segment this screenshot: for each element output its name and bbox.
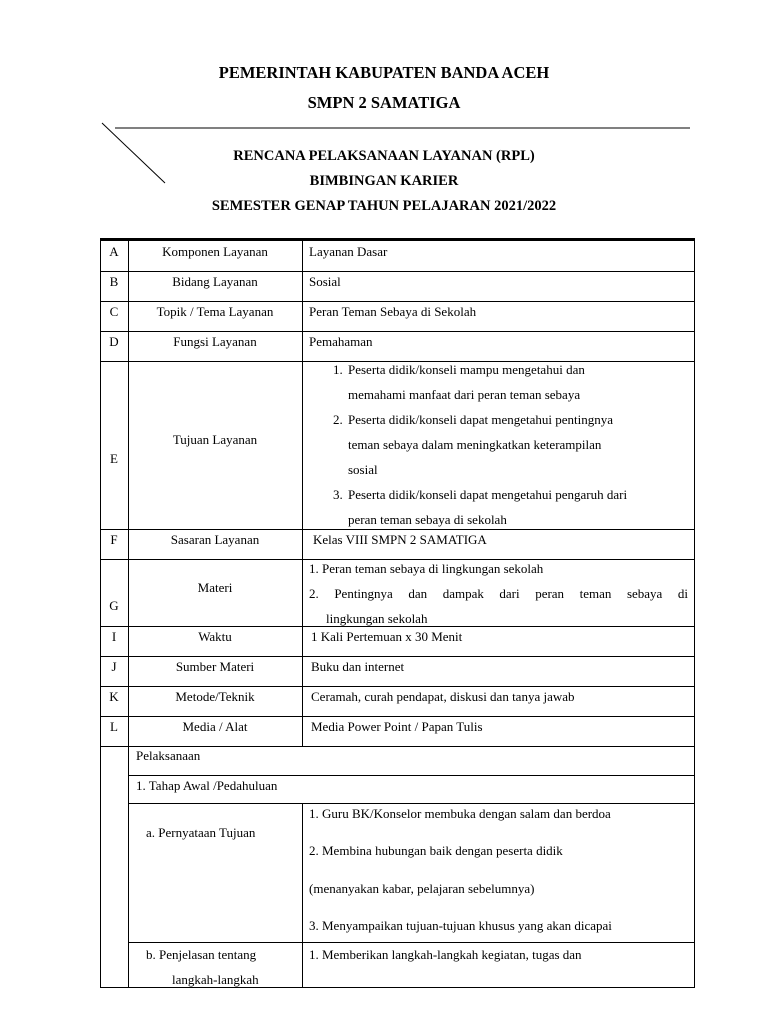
header-decoration (0, 0, 768, 200)
row-k-value: Ceramah, curah pendapat, diskusi dan tanya jawab (311, 689, 575, 704)
list-number: 1. (333, 362, 343, 377)
list-text: Peserta didik/konseli dapat mengetahui pentingnya (348, 412, 613, 427)
sub-b-label: b. Penjelasan tentang (146, 947, 257, 962)
row-d-label: Fungsi Layanan (173, 334, 257, 349)
row-a-value: Layanan Dasar (309, 244, 388, 259)
row-i-label: Waktu (198, 629, 232, 644)
pelaksanaan-title: Pelaksanaan (136, 748, 201, 763)
row-i-value: 1 Kali Pertemuan x 30 Menit (311, 629, 463, 644)
sub-b-label-cont: langkah-langkah (172, 972, 259, 987)
row-g-item-1 (309, 556, 543, 581)
row-b-code: B (109, 274, 119, 289)
row-j-label: Sumber Materi (175, 659, 255, 674)
row-e-code: E (110, 451, 118, 466)
row-d-code: D (109, 334, 119, 349)
list-number: 2. (309, 586, 319, 601)
row-e-list (303, 357, 693, 532)
sub-a-label: a. Pernyataan Tujuan (146, 825, 256, 840)
list-text: Peran teman sebaya di lingkungan sekolah (322, 561, 544, 576)
row-l-code: L (110, 719, 118, 734)
sub-a-item-3: 3. Menyampaikan tujuan-tujuan khusus yang akan dicapai (309, 918, 612, 933)
row-c-label: Topik / Tema Layanan (156, 304, 274, 319)
row-f-code: F (110, 532, 118, 547)
row-l-value: Media Power Point / Papan Tulis (311, 719, 483, 734)
document-subtitle: BIMBINGAN KARIER (309, 173, 459, 189)
list-number: 3. (333, 487, 343, 502)
row-l-label: Media / Alat (182, 719, 248, 734)
row-j-value: Buku dan internet (311, 659, 405, 674)
sub-a-item-1: 1. Guru BK/Konselor membuka dengan salam dan berdoa (309, 806, 611, 821)
sub-b-item-1: 1. Memberikan langkah-langkah kegiatan, tugas dan (309, 947, 582, 962)
list-text: Pentingnya dan dampak dari peran teman sebaya di (334, 586, 688, 601)
row-g-item-2 (309, 581, 688, 606)
row-e-label: Tujuan Layanan (172, 432, 258, 447)
row-i-code: I (111, 629, 117, 644)
sub-a-item-2: 2. Membina hubungan baik dengan peserta didik (309, 843, 563, 858)
row-b-label: Bidang Layanan (172, 274, 258, 289)
list-text: peran teman sebaya di sekolah (348, 512, 507, 527)
row-c-code: C (109, 304, 119, 319)
row-a-label: Komponen Layanan (162, 244, 268, 259)
list-text: teman sebaya dalam meningkatkan keterampilan (348, 437, 602, 452)
list-number: 2. (333, 412, 343, 427)
government-title: PEMERINTAH KABUPATEN BANDA ACEH (218, 63, 550, 82)
list-item (303, 407, 693, 482)
row-j-code: J (111, 659, 117, 674)
row-f-value: Kelas VIII SMPN 2 SAMATIGA (313, 532, 487, 547)
list-text: sosial (348, 462, 378, 477)
row-b-value: Sosial (309, 274, 341, 289)
semester-title: SEMESTER GENAP TAHUN PELAJARAN 2021/2022 (211, 198, 557, 214)
list-text: Peserta didik/konseli dapat mengetahui pengaruh dari (348, 487, 628, 502)
list-text: memahami manfaat dari peran teman sebaya (348, 387, 581, 402)
row-d-value: Pemahaman (309, 334, 373, 349)
list-item (303, 482, 693, 532)
school-name: SMPN 2 SAMATIGA (307, 93, 461, 112)
row-c-value: Peran Teman Sebaya di Sekolah (309, 304, 477, 319)
row-g-item-2-cont: lingkungan sekolah (326, 611, 428, 626)
document-title: RENCANA PELAKSANAAN LAYANAN (RPL) (233, 148, 535, 164)
row-a-code: A (109, 244, 119, 259)
row-g-label: Materi (197, 580, 233, 595)
stage-1-title: 1. Tahap Awal /Pedahuluan (136, 778, 278, 793)
list-text: Peserta didik/konseli mampu mengetahui dan (348, 362, 585, 377)
row-g-code: G (109, 598, 119, 613)
row-k-code: K (109, 689, 119, 704)
list-number: 1. (309, 561, 319, 576)
row-k-label: Metode/Teknik (175, 689, 255, 704)
list-item (303, 357, 693, 407)
sub-a-item-2-cont: (menanyakan kabar, pelajaran sebelumnya) (309, 881, 535, 896)
row-f-label: Sasaran Layanan (170, 532, 260, 547)
